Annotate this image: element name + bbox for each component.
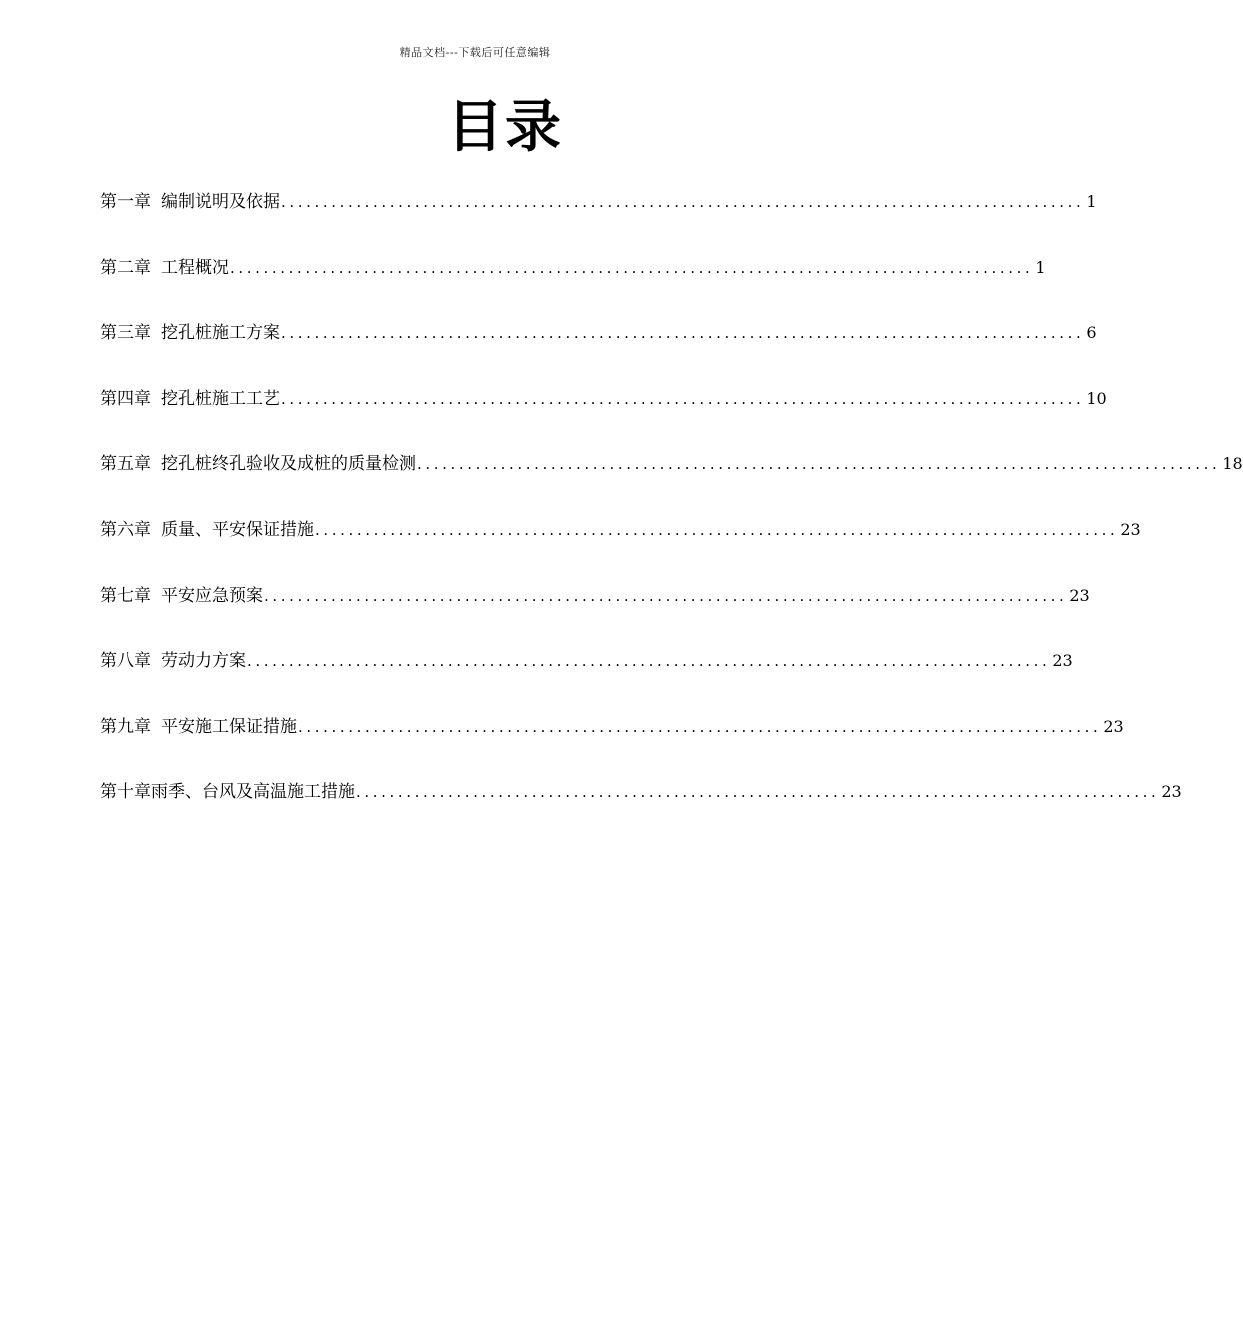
toc-entry-1[interactable]	[100, 188, 1097, 216]
toc-chapter: 第八章	[100, 651, 151, 672]
toc-entry-10[interactable]	[100, 778, 1182, 806]
toc-entry-5[interactable]	[100, 450, 1243, 478]
toc-entry-8[interactable]	[100, 647, 1073, 675]
toc-leader-dots: ................................................................................................	[356, 783, 1160, 802]
toc-entry-2[interactable]	[100, 254, 1046, 282]
toc-title: 挖孔桩终孔验收及成桩的质量检测	[161, 454, 416, 475]
toc-leader-dots: ................................................................................................	[298, 717, 1102, 736]
toc-title: 质量、平安保证措施	[161, 519, 314, 540]
toc-title: 雨季、台风及高温施工措施	[151, 782, 355, 803]
toc-title: 挖孔桩施工方案	[161, 323, 280, 344]
toc-entry-7[interactable]	[100, 582, 1090, 610]
toc-leader-dots: ................................................................................................	[264, 586, 1068, 605]
toc-page-number: 1	[1035, 257, 1046, 277]
toc-page-number: 23	[1120, 519, 1141, 539]
toc-leader-dots: ................................................................................................	[417, 455, 1221, 474]
toc-chapter: 第九章	[100, 716, 151, 737]
toc-chapter: 第二章	[100, 257, 151, 278]
toc-chapter: 第一章	[100, 192, 151, 212]
toc-title: 平安施工保证措施	[161, 716, 297, 737]
toc-leader-dots: ................................................................................................	[281, 324, 1085, 343]
toc-page-number: 10	[1086, 388, 1107, 408]
toc-chapter: 第五章	[100, 454, 151, 475]
toc-title: 编制说明及依据	[161, 192, 280, 212]
toc-chapter: 第十章	[100, 782, 151, 803]
toc-chapter: 第七章	[100, 585, 151, 606]
toc-title: 挖孔桩施工工艺	[161, 388, 280, 409]
toc-title: 工程概况	[161, 257, 229, 278]
toc-leader-dots: ................................................................................................	[281, 389, 1085, 408]
toc-page-number: 23	[1103, 716, 1124, 736]
toc-title: 劳动力方案	[161, 651, 246, 672]
toc-leader-dots: ................................................................................................	[315, 520, 1119, 539]
toc-entry-4[interactable]	[100, 385, 1107, 413]
toc-page-number: 23	[1161, 782, 1182, 802]
toc-chapter: 第六章	[100, 519, 151, 540]
toc-page-number: 1	[1086, 192, 1097, 211]
table-of-contents	[100, 188, 1243, 844]
toc-page-number: 6	[1086, 323, 1097, 343]
toc-chapter: 第三章	[100, 323, 151, 344]
toc-entry-9[interactable]	[100, 713, 1124, 741]
toc-page-number: 18	[1222, 454, 1243, 474]
page-header: 精品文档---下载后可任意编辑	[399, 46, 551, 59]
toc-leader-dots: ................................................................................................	[281, 193, 1085, 211]
toc-page-number: 23	[1052, 651, 1073, 671]
toc-page-number: 23	[1069, 585, 1090, 605]
toc-leader-dots: ................................................................................................	[230, 258, 1034, 277]
toc-chapter: 第四章	[100, 388, 151, 409]
toc-leader-dots: ................................................................................................	[247, 652, 1051, 671]
toc-title: 平安应急预案	[161, 585, 263, 606]
page-title: 目录	[447, 94, 563, 160]
toc-entry-3[interactable]	[100, 319, 1097, 347]
toc-entry-6[interactable]	[100, 516, 1141, 544]
